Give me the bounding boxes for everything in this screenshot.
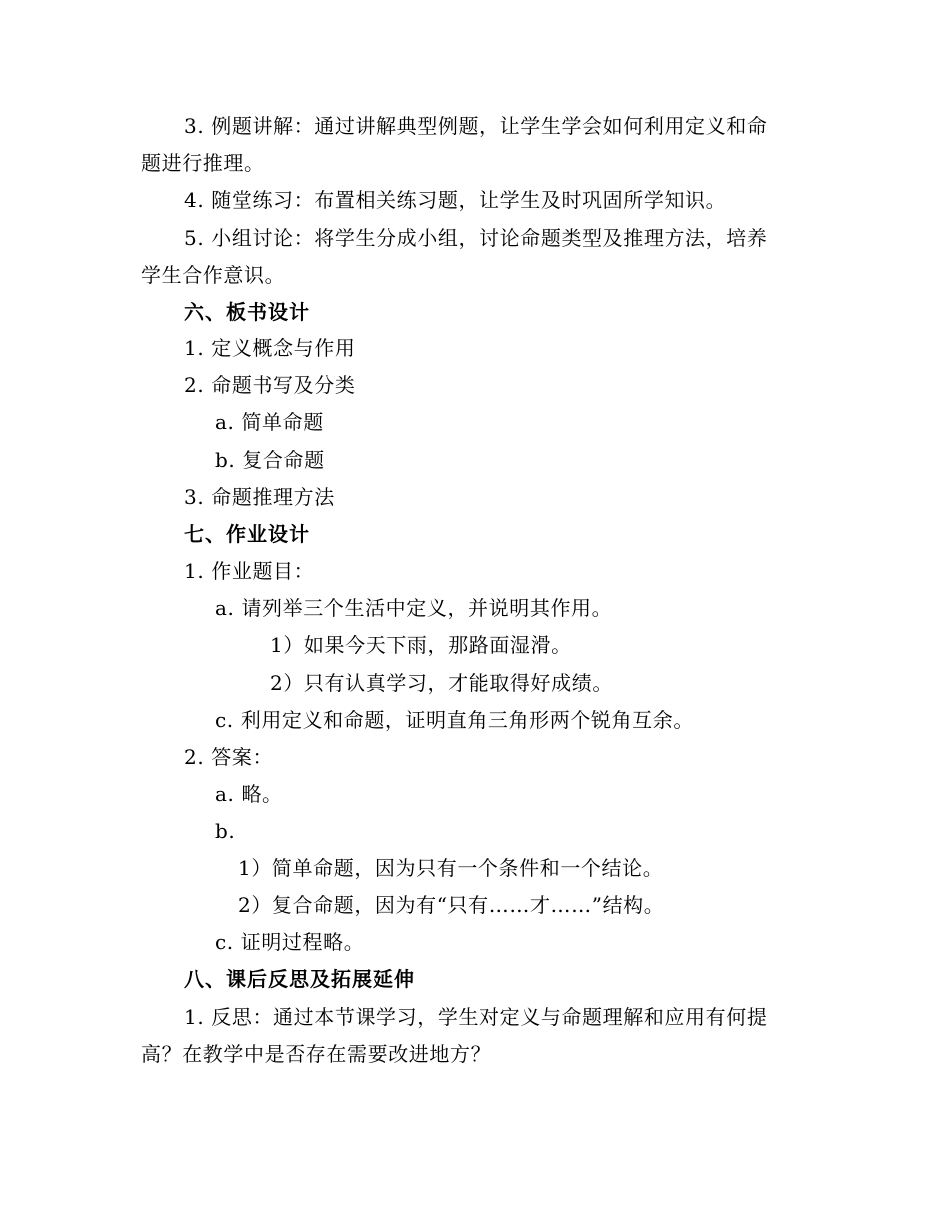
section-7-heading: 七、作业设计 xyxy=(184,522,310,546)
paragraph-4: 4. 随堂练习：布置相关练习题，让学生及时巩固所学知识。 xyxy=(184,188,727,212)
section-8-heading: 八、课后反思及拓展延伸 xyxy=(184,967,415,991)
section-6-item-2b: b. 复合命题 xyxy=(215,448,325,472)
section-7-item-2b: b. xyxy=(215,819,236,843)
section-6-item-2a: a. 简单命题 xyxy=(215,410,324,434)
section-7-item-2c: c. 证明过程略。 xyxy=(215,930,365,954)
section-7-item-2b-sub-2: 2）复合命题，因为有“只有……才……”结构。 xyxy=(238,893,665,917)
section-7-item-2: 2. 答案： xyxy=(184,745,274,769)
paragraph-5-line-2: 学生合作意识。 xyxy=(141,263,286,287)
section-7-item-1: 1. 作业题目： xyxy=(184,559,315,583)
section-7-item-1a: a. 请列举三个生活中定义，并说明其作用。 xyxy=(215,596,613,620)
section-6-item-2: 2. 命题书写及分类 xyxy=(184,373,356,397)
paragraph-3-line-2: 题进行推理。 xyxy=(141,151,265,175)
paragraph-3-line-1: 3. 例题讲解：通过讲解典型例题，让学生学会如何利用定义和命 xyxy=(184,114,768,138)
section-6-heading: 六、板书设计 xyxy=(184,300,310,324)
section-7-item-1a-sub-1: 1）如果今天下雨，那路面湿滑。 xyxy=(270,633,572,657)
section-8-item-1-line-1: 1. 反思：通过本节课学习，学生对定义与命题理解和应用有何提 xyxy=(184,1005,768,1029)
paragraph-5-line-1: 5. 小组讨论：将学生分成小组，讨论命题类型及推理方法，培养 xyxy=(184,226,768,250)
section-6-item-1: 1. 定义概念与作用 xyxy=(184,336,356,360)
section-7-item-2b-sub-1: 1）简单命题，因为只有一个条件和一个结论。 xyxy=(238,856,664,880)
section-8-item-1-line-2: 高？在教学中是否存在需要改进地方？ xyxy=(141,1042,492,1066)
section-7-item-1c: c. 利用定义和命题，证明直角三角形两个锐角互余。 xyxy=(215,708,694,732)
section-7-item-2a: a. 略。 xyxy=(215,782,283,806)
section-6-item-3: 3. 命题推理方法 xyxy=(184,485,335,509)
section-7-item-1a-sub-2: 2）只有认真学习，才能取得好成绩。 xyxy=(270,671,613,695)
